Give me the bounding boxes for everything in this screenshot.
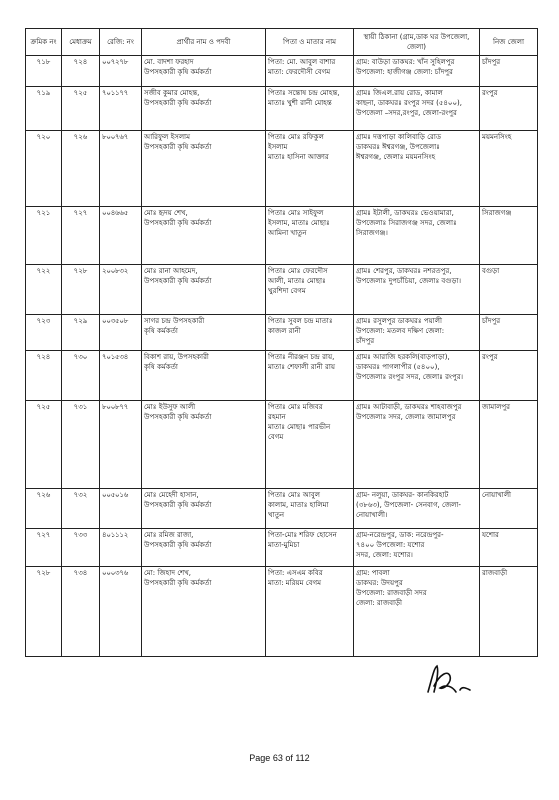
cell-name bbox=[142, 265, 266, 315]
cell-merit: ৭২৮ bbox=[62, 265, 100, 315]
cell-address bbox=[354, 315, 480, 351]
cell-parents-line: মাতা-মুমিচা bbox=[268, 541, 300, 549]
cell-parents-line: পিতাঃ সুবল চন্দ্র মাতাঃ bbox=[268, 317, 333, 325]
cell-address bbox=[354, 87, 480, 131]
cell-district: নোয়াখালী bbox=[480, 489, 538, 529]
cell-serial: ৭২৬ bbox=[26, 489, 62, 529]
header-reg: রেজি: নং bbox=[100, 29, 142, 56]
cell-name-line: মো. বাদশা ফরহাদ bbox=[144, 58, 194, 66]
table-row bbox=[26, 56, 538, 87]
cell-parents-line: পিতা-মোঃ শরিফ হোসেন bbox=[268, 531, 337, 539]
cell-parents-line: ইসলাম bbox=[268, 143, 288, 151]
cell-parents-line: পিতাঃ মোঃ ফেরদৌস bbox=[268, 267, 328, 275]
cell-reg: ৮০০৭৬৭ bbox=[100, 131, 142, 207]
cell-name bbox=[142, 56, 266, 87]
cell-serial: ৭২৫ bbox=[26, 401, 62, 489]
cell-name bbox=[142, 489, 266, 529]
cell-district: চাঁদপুর bbox=[480, 56, 538, 87]
header-name: প্রার্থীর নাম ও পদবী bbox=[142, 29, 266, 56]
cell-name-line: মোঃ হৃদয় শেখ, bbox=[144, 209, 188, 217]
signature-mark bbox=[420, 660, 480, 700]
cell-address-line: উপজেলা: রাজবাড়ী সদর bbox=[356, 589, 427, 597]
cell-name bbox=[142, 87, 266, 131]
cell-address-line: গ্রামঃ দত্তপাড়া কালিবাড়ি রোড bbox=[356, 133, 442, 141]
cell-parents bbox=[266, 265, 354, 315]
cell-address-line: (৩৮৬৩), উপজেলা- সেনবাগ, জেলা- bbox=[356, 501, 461, 509]
cell-address bbox=[354, 56, 480, 87]
cell-district: যশোর bbox=[480, 529, 538, 567]
cell-reg: ৪০১১১২ bbox=[100, 529, 142, 567]
cell-name bbox=[142, 207, 266, 265]
cell-address bbox=[354, 265, 480, 315]
table-row bbox=[26, 401, 538, 489]
cell-parents bbox=[266, 56, 354, 87]
cell-parents bbox=[266, 315, 354, 351]
cell-reg: ০০৫০১৬ bbox=[100, 489, 142, 529]
cell-address bbox=[354, 131, 480, 207]
cell-name-line: বিকাশ রায়, উপসহকারী bbox=[144, 353, 209, 361]
cell-serial: ৭২৩ bbox=[26, 315, 62, 351]
cell-reg: ০০০৩৭৬ bbox=[100, 567, 142, 657]
cell-name-line: মোঃ রানা আহমেদ, bbox=[144, 267, 198, 275]
cell-name bbox=[142, 131, 266, 207]
cell-name-line: উপসহকারী কৃষি কর্মকর্তা bbox=[144, 219, 212, 227]
cell-address-line: ডাকঘরঃ ঈশ্বরগঞ্জ, উপজেলাঃ bbox=[356, 143, 440, 151]
cell-parents-line: মাতা: ফেরদৌসী বেগম bbox=[268, 68, 331, 76]
page-number: Page 63 of 112 bbox=[249, 753, 310, 763]
cell-district: সিরাজগঞ্জ bbox=[480, 207, 538, 265]
cell-name bbox=[142, 351, 266, 401]
cell-serial: ৭২৭ bbox=[26, 529, 62, 567]
cell-district: বগুড়া bbox=[480, 265, 538, 315]
cell-name-line: কৃষি কর্মকর্তা bbox=[144, 363, 178, 371]
cell-address-line: ঈশ্বরগঞ্জ, জেলাঃ ময়মনসিংহ bbox=[356, 153, 436, 161]
cell-address-line: সদর, জেলা: যশোর। bbox=[356, 551, 413, 559]
cell-parents-line: মাতাঃ খুশী রানী মোহন্ত bbox=[268, 99, 332, 107]
cell-merit: ৭২৬ bbox=[62, 131, 100, 207]
cell-serial: ৭২৮ bbox=[26, 567, 62, 657]
cell-parents bbox=[266, 401, 354, 489]
cell-name-line: আরিফুল ইসলাম bbox=[144, 133, 190, 141]
cell-serial: ৭২১ bbox=[26, 207, 62, 265]
cell-address-line: গ্রামঃ শেরপুর, ডাকঘরঃ নশরতপুর, bbox=[356, 267, 452, 275]
cell-merit: ৭৩৪ bbox=[62, 567, 100, 657]
cell-parents-line: পিতাঃ নীরঞ্জন চন্দ্র রায়, bbox=[268, 353, 335, 361]
table-row bbox=[26, 567, 538, 657]
cell-reg: ০০৪৬৬৫ bbox=[100, 207, 142, 265]
cell-parents-line: রহমান bbox=[268, 413, 286, 421]
table-row bbox=[26, 131, 538, 207]
cell-parents-line: মাতাঃ শেফালী রানী রায় bbox=[268, 363, 336, 371]
cell-parents bbox=[266, 207, 354, 265]
cell-name-line: উপসহকারী কৃষি কর্মকর্তা bbox=[144, 99, 212, 107]
cell-name-line: উপসহকারী কৃষি কর্মকর্তা bbox=[144, 579, 212, 587]
cell-name-line: মো: জিহাদ শেখ, bbox=[144, 569, 192, 577]
header-merit: মেধাক্রম bbox=[62, 29, 100, 56]
cell-serial: ৭২৪ bbox=[26, 351, 62, 401]
cell-parents-line: পিতা: এসএম কবির bbox=[268, 569, 323, 577]
cell-address-line: গ্রামঃ রসুলপুর ডাকঘরঃ পয়ালী bbox=[356, 317, 442, 325]
cell-merit: ৭৩০ bbox=[62, 351, 100, 401]
cell-parents bbox=[266, 567, 354, 657]
table-row bbox=[26, 265, 538, 315]
cell-reg: ০০৭২৭৮ bbox=[100, 56, 142, 87]
cell-reg: ২০০৮৩২ bbox=[100, 265, 142, 315]
cell-reg: ৮০০৮৭৭ bbox=[100, 401, 142, 489]
cell-reg: ৭০১৫৩৪ bbox=[100, 351, 142, 401]
cell-address-line: নোয়াখালী। bbox=[356, 511, 388, 519]
cell-serial: ৭১৯ bbox=[26, 87, 62, 131]
cell-address-line: উপজেলাঃ সদর, জেলাঃ জামালপুর bbox=[356, 413, 456, 421]
cell-address-line: কাছনা, ডাকঘরঃ রংপুর সদর (৫৪০০), bbox=[356, 99, 462, 107]
cell-name bbox=[142, 567, 266, 657]
cell-parents-line: মাতা: মরিয়ম বেগম bbox=[268, 579, 321, 587]
cell-parents bbox=[266, 529, 354, 567]
cell-address-line: উপজেলা: মতলব দক্ষিণ জেলা: bbox=[356, 327, 445, 335]
cell-name-line: উপসহকারী কৃষি কর্মকর্তা bbox=[144, 501, 212, 509]
cell-name-line: মোঃ মেহেদী হাসান, bbox=[144, 491, 199, 499]
cell-district: রাজবাড়ী bbox=[480, 567, 538, 657]
cell-parents bbox=[266, 131, 354, 207]
cell-address-line: গ্রাম-নরেন্দ্রপুর, ডাক: নরেন্দ্রপুর- bbox=[356, 531, 444, 539]
cell-address-line: উপজেলা –সদর,রংপুর, জেলা-রংপুর bbox=[356, 109, 457, 117]
cell-parents-line: ইসলাম, মাতাঃ মোছাঃ bbox=[268, 219, 330, 227]
cell-name-line: মোঃ ইউসুফ আলী bbox=[144, 403, 196, 411]
cell-address-line: গ্রাম: পাবলা bbox=[356, 569, 390, 577]
cell-address-line: উপজেলাঃ দুপচাঁচিয়া, জেলাঃ বগুড়া। bbox=[356, 277, 462, 285]
cell-parents-line: খুরশিদা বেগম bbox=[268, 287, 306, 295]
cell-district: রংপুর bbox=[480, 351, 538, 401]
cell-address-line: গ্রামঃ ইটালী, ডাকঘরঃ ভেওয়ামারা, bbox=[356, 209, 454, 217]
table-row bbox=[26, 351, 538, 401]
header-address: স্থায়ী ঠিকানা (গ্রাম,ডাক ঘর উপজেলা, জেলা) bbox=[354, 29, 480, 56]
cell-merit: ৭২৫ bbox=[62, 87, 100, 131]
cell-name-line: উপসহকারী কৃষি কর্মকর্তা bbox=[144, 277, 212, 285]
cell-address bbox=[354, 207, 480, 265]
cell-reg: ৭০১১৭৭ bbox=[100, 87, 142, 131]
cell-merit: ৭২৯ bbox=[62, 315, 100, 351]
cell-district: চাঁদপুর bbox=[480, 315, 538, 351]
header-district: নিজ জেলা bbox=[480, 29, 538, 56]
cell-address-line: গ্রাম: বাউড়া ডাকঘর: খাঁন সুহিলপুর bbox=[356, 58, 455, 66]
cell-parents-line: আমিনা খাতুন bbox=[268, 229, 307, 237]
cell-parents-line: কালাম, মাতাঃ হালিমা bbox=[268, 501, 329, 509]
cell-serial: ৭২০ bbox=[26, 131, 62, 207]
cell-serial: ৭২২ bbox=[26, 265, 62, 315]
cell-merit: ৭৩২ bbox=[62, 489, 100, 529]
table-row bbox=[26, 489, 538, 529]
cell-name bbox=[142, 315, 266, 351]
table-row bbox=[26, 207, 538, 265]
cell-merit: ৭২৪ bbox=[62, 56, 100, 87]
cell-name-line: মোঃ রমিজ রাজা, bbox=[144, 531, 194, 539]
cell-parents-line: কাজল রানী bbox=[268, 327, 301, 335]
cell-name bbox=[142, 529, 266, 567]
cell-address-line: ডাকঘরঃ পাগলাপীর (৫৪০০), bbox=[356, 363, 440, 371]
table-row bbox=[26, 529, 538, 567]
cell-address-line: গ্রাম- নলুয়া, ডাকঘর- কানকিরহাট bbox=[356, 491, 449, 499]
cell-address-line: ডাকঘর: উদয়পুর bbox=[356, 579, 403, 587]
cell-serial: ৭১৮ bbox=[26, 56, 62, 87]
cell-name-line: উপসহকারী কৃষি কর্মকর্তা bbox=[144, 68, 212, 76]
cell-reg: ০০৩৫০৮ bbox=[100, 315, 142, 351]
cell-parents-line: মাতাঃ মোছাঃ পারভীন bbox=[268, 423, 331, 431]
cell-parents-line: খাতুন bbox=[268, 511, 285, 519]
cell-name-line: সাগর চন্দ্র উপসহকারী bbox=[144, 317, 205, 325]
cell-address-line: ৭৪০০ উপজেলা: যশোর bbox=[356, 541, 425, 549]
cell-address-line: উপজেলাঃ রংপুর সদর, জেলাঃ রংপুর। bbox=[356, 373, 464, 381]
cell-address bbox=[354, 351, 480, 401]
cell-parents-line: মাতাঃ হাসিনা আক্তার bbox=[268, 153, 329, 161]
table-row bbox=[26, 315, 538, 351]
table-row bbox=[26, 87, 538, 131]
cell-district: জামালপুর bbox=[480, 401, 538, 489]
cell-address-line: গ্রামঃ জিএল.রায় রোড, কামাল bbox=[356, 89, 443, 97]
cell-address bbox=[354, 489, 480, 529]
cell-parents-line: পিতাঃ মোঃ মজিবর bbox=[268, 403, 323, 411]
cell-parents-line: পিতাঃ মোঃ রফিকুল bbox=[268, 133, 324, 141]
cell-address-line: গ্রামঃ আরাজি হরকলি(বাড়পাড়া), bbox=[356, 353, 450, 361]
cell-address-line: গ্রামঃ আটাবাড়ী, ডাকঘরঃ শাহবাজপুর bbox=[356, 403, 462, 411]
cell-address-line: চাঁদপুর bbox=[356, 337, 375, 345]
cell-parents-line: পিতাঃ মোঃ আবুল bbox=[268, 491, 320, 499]
candidate-table bbox=[25, 28, 538, 657]
cell-name-line: কৃষি কর্মকর্তা bbox=[144, 327, 178, 335]
cell-district: ময়মনসিংহ bbox=[480, 131, 538, 207]
cell-name-line: উপসহকারী কৃষি কর্মকর্তা bbox=[144, 143, 212, 151]
cell-name-line: উপসহকারী কৃষি কর্মকর্তা bbox=[144, 413, 212, 421]
cell-parents-line: পিতাঃ মোঃ সাইফুল bbox=[268, 209, 324, 217]
cell-name-line: উপসহকারী কৃষি কর্মকর্তা bbox=[144, 541, 212, 549]
cell-address-line: সিরাজগঞ্জ। bbox=[356, 229, 388, 237]
header-serial: ক্রমিক নং bbox=[26, 29, 62, 56]
cell-district: রংপুর bbox=[480, 87, 538, 131]
cell-name-line: সজীব কুমার মোহন্ত, bbox=[144, 89, 200, 97]
cell-parents bbox=[266, 351, 354, 401]
cell-merit: ৭২৭ bbox=[62, 207, 100, 265]
cell-parents-line: পিতাঃ সন্তোষ চন্দ্র মোহন্ত, bbox=[268, 89, 340, 97]
header-parents: পিতা ও মাতার নাম bbox=[266, 29, 354, 56]
cell-address bbox=[354, 401, 480, 489]
cell-parents bbox=[266, 489, 354, 529]
cell-parents bbox=[266, 87, 354, 131]
cell-address-line: উপজেলা: হাজীগঞ্জ জেলা: চাঁদপুর bbox=[356, 68, 453, 76]
cell-parents-line: বেগম bbox=[268, 433, 284, 441]
cell-merit: ৭৩১ bbox=[62, 401, 100, 489]
cell-parents-line: আলী, মাতাঃ মোছাঃ bbox=[268, 277, 326, 285]
cell-address bbox=[354, 567, 480, 657]
cell-parents-line: পিতা: মো. আবুল বাশার bbox=[268, 58, 336, 66]
cell-merit: ৭৩৩ bbox=[62, 529, 100, 567]
cell-address-line: জেলা: রাজবাড়ী bbox=[356, 599, 403, 607]
cell-address-line: উপজেলাঃ সিরাজগঞ্জ সদর, জেলাঃ bbox=[356, 219, 457, 227]
cell-name bbox=[142, 401, 266, 489]
table-header-row bbox=[26, 29, 538, 56]
cell-address bbox=[354, 529, 480, 567]
